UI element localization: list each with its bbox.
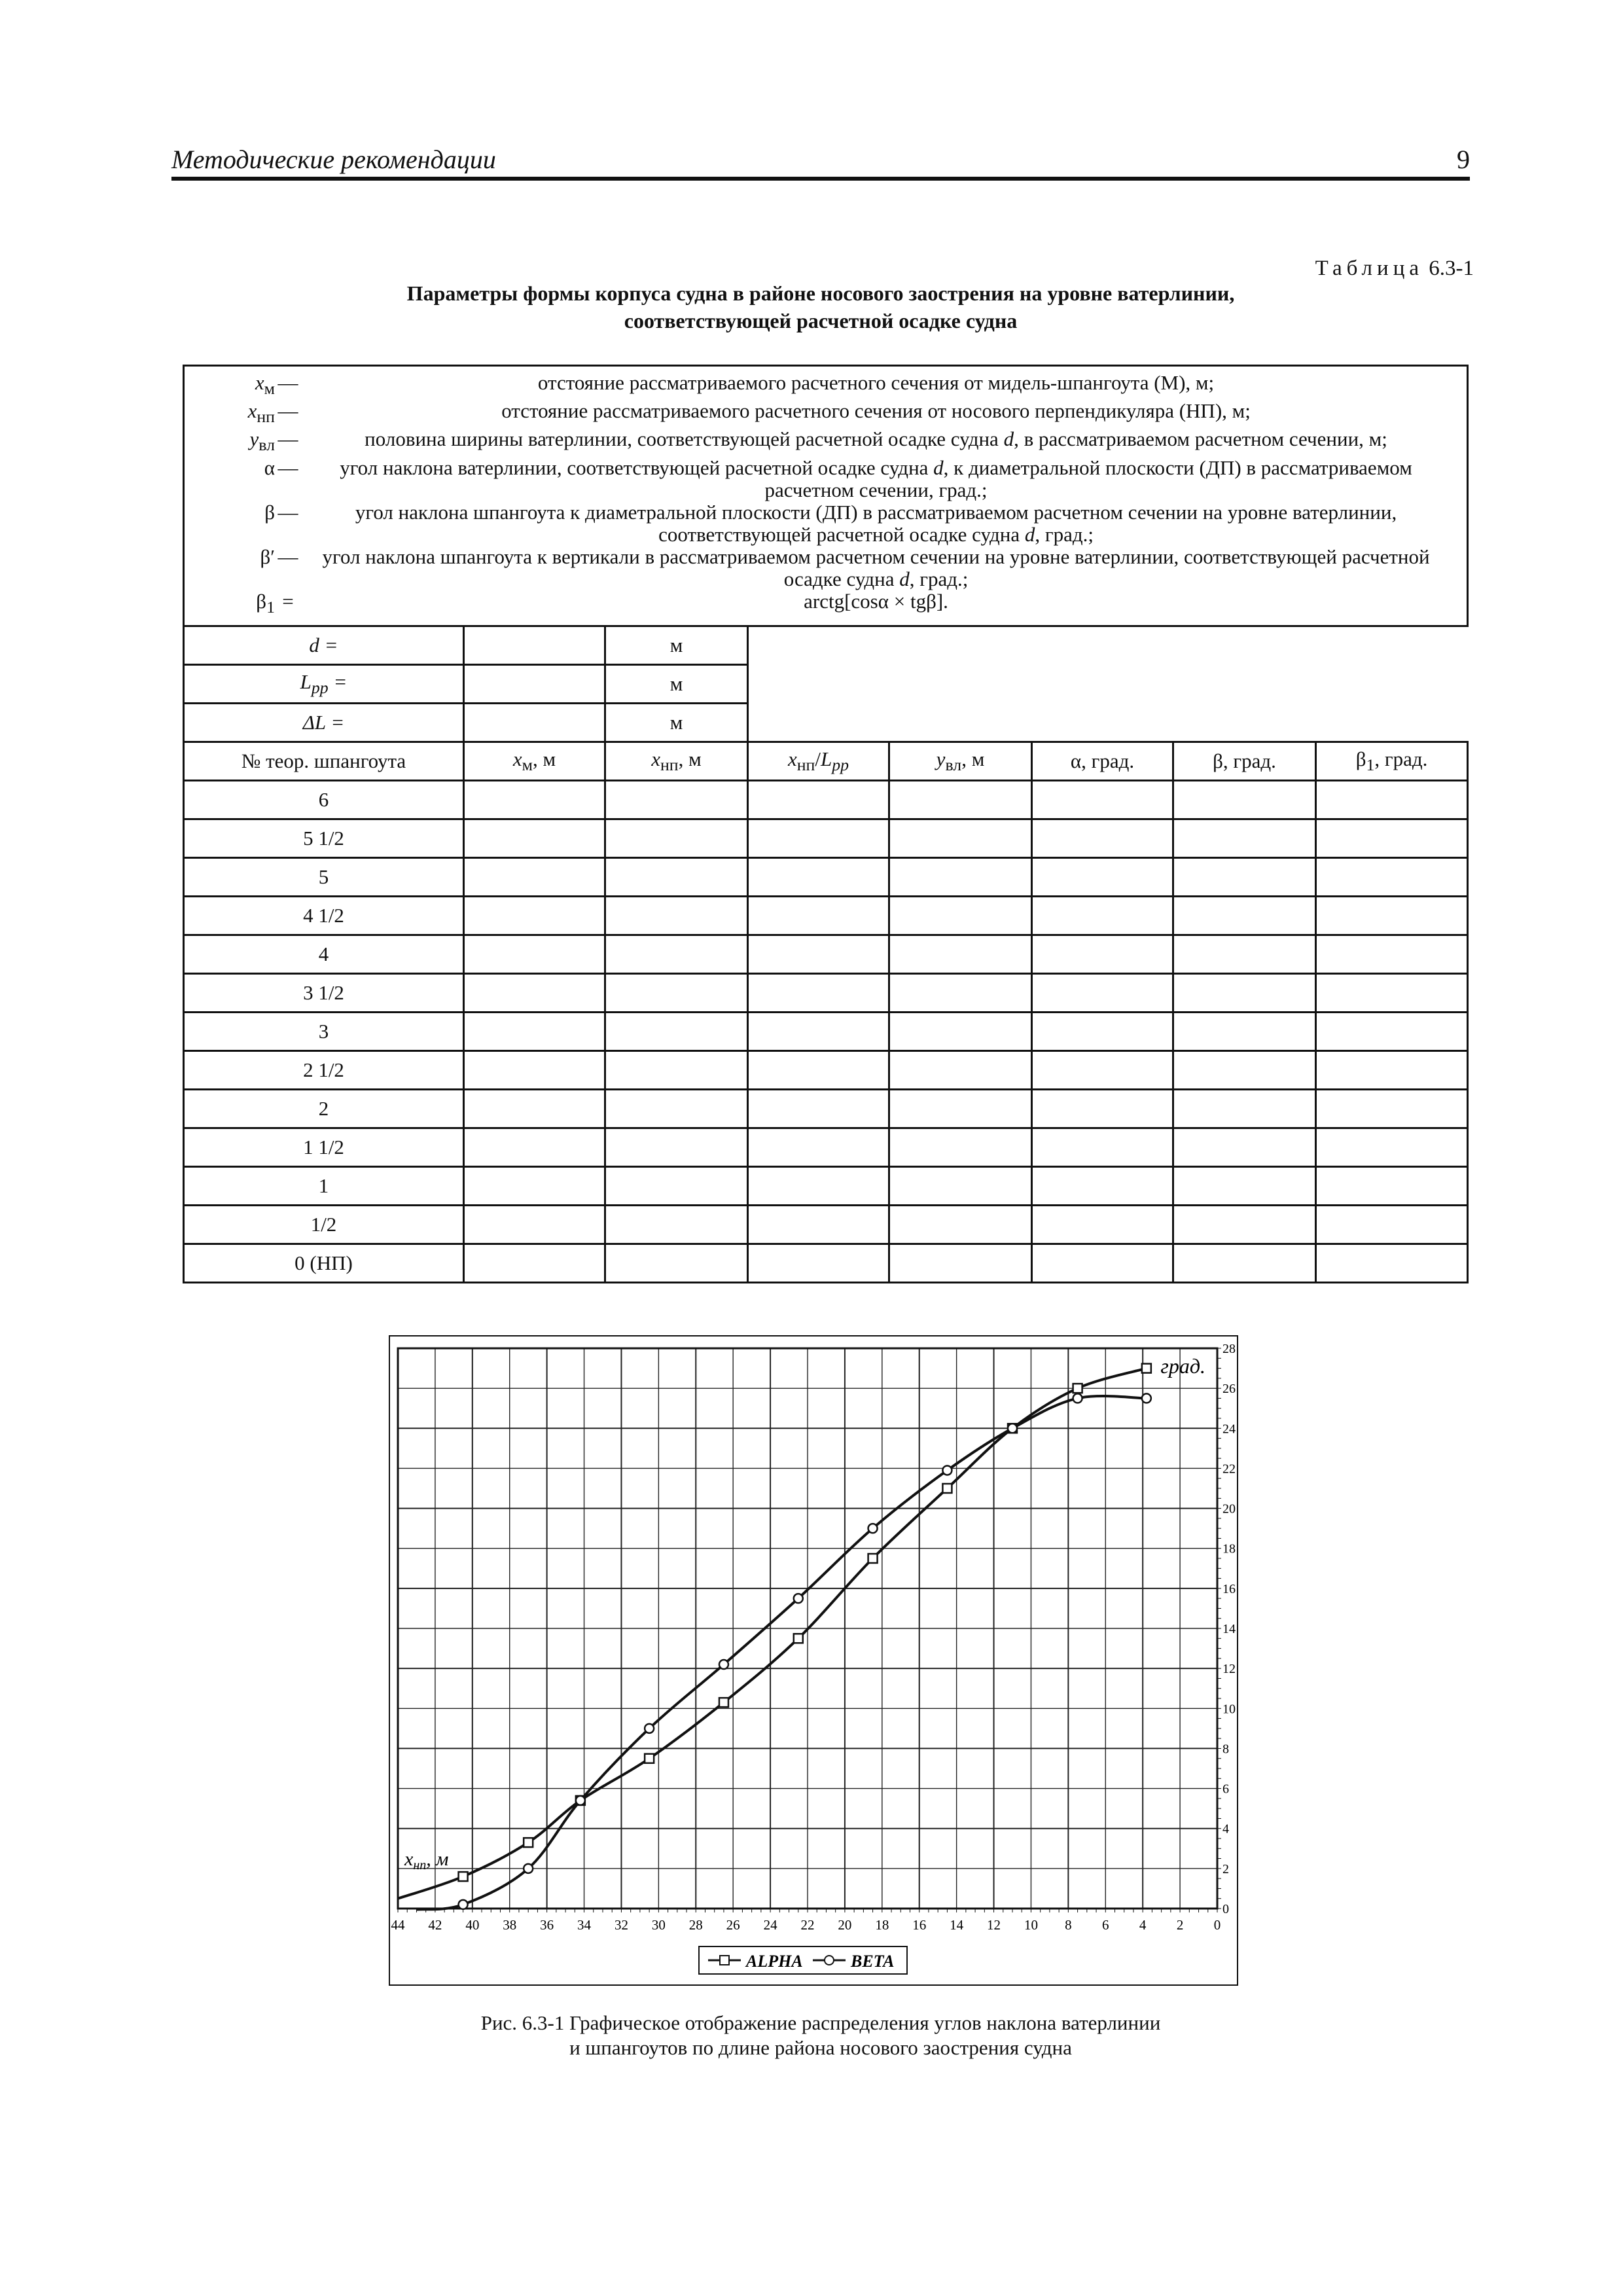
data-point-circle: [1073, 1393, 1082, 1403]
x-tick-label: 30: [651, 1917, 666, 1933]
empty-cell: [1032, 1089, 1173, 1128]
param-unit: м: [605, 703, 748, 742]
empty-cell: [1316, 973, 1468, 1012]
empty-cell: [605, 1012, 748, 1050]
table-row: [184, 1012, 1468, 1050]
angle-distribution-chart: [389, 1335, 1238, 1986]
x-tick-label: 22: [800, 1917, 815, 1933]
empty-cell: [605, 1205, 748, 1244]
legend-symbol: α: [264, 456, 275, 479]
empty-cell: [605, 896, 748, 935]
data-point-square: [794, 1634, 803, 1643]
legend-cell: [184, 366, 1468, 626]
empty-cell: [1173, 1244, 1316, 1282]
legend-dash: —: [277, 427, 298, 451]
legend-text: половина ширины ватерлинии, соответствующей расчетной осадке судна d, в рассматриваемом расчетном сечении, м;: [365, 427, 1387, 451]
empty-area: [748, 703, 1468, 742]
empty-cell: [605, 1050, 748, 1089]
param-name: $L_{pp}$ =: [184, 664, 464, 703]
empty-cell: [1173, 935, 1316, 973]
frame-number: 5: [184, 857, 464, 896]
legend-symbol: $y_{вл}$: [249, 427, 275, 455]
legend-entry: [185, 457, 1451, 501]
frame-number: 3 1/2: [184, 973, 464, 1012]
y-tick-label: 0: [1222, 1902, 1229, 1916]
x-tick-label: 8: [1065, 1917, 1072, 1933]
x-tick-label: 38: [503, 1917, 517, 1933]
legend-text: отстояние рассматриваемого расчетного сечения от мидель-шпангоута (М), м;: [537, 371, 1215, 394]
empty-cell: [889, 1244, 1032, 1282]
empty-cell: [1032, 857, 1173, 896]
empty-cell: [1032, 1205, 1173, 1244]
legend-text: угол наклона шпангоута к вертикали в рассматриваемом расчетном сечении на уровне ватерлинии, соответствующей расчетной осадке судна d, град.;: [322, 545, 1430, 590]
data-point-circle: [524, 1864, 533, 1873]
empty-cell: [1032, 935, 1173, 973]
empty-cell: [1316, 1244, 1468, 1282]
empty-cell: [889, 1128, 1032, 1166]
x-tick-label: 42: [428, 1917, 442, 1933]
empty-cell: [605, 1244, 748, 1282]
empty-cell: [748, 780, 889, 819]
empty-cell: [748, 1166, 889, 1205]
y-tick-label: 2: [1222, 1861, 1229, 1876]
table-row: [184, 935, 1468, 973]
empty-cell: [1316, 819, 1468, 857]
empty-cell: [605, 780, 748, 819]
table-row: [184, 1205, 1468, 1244]
empty-cell: [464, 896, 605, 935]
empty-cell: [1032, 1012, 1173, 1050]
parameters-table: [183, 365, 1469, 1283]
legend-dash: —: [277, 500, 298, 524]
page-number: 9: [1457, 145, 1470, 174]
legend-symbol: $x_{нп}$: [247, 399, 275, 427]
legend-entry: [185, 501, 1451, 546]
legend-label: BETA: [851, 1952, 895, 1971]
data-point-square: [459, 1872, 468, 1881]
legend-dash: —: [277, 545, 298, 568]
y-tick-label: 26: [1222, 1382, 1236, 1397]
empty-cell: [889, 935, 1032, 973]
frame-number: 4 1/2: [184, 896, 464, 935]
legend-symbol: $x_м$: [255, 371, 275, 399]
empty-cell: [889, 1166, 1032, 1205]
empty-cell: [1316, 1050, 1468, 1089]
empty-cell: [1032, 780, 1173, 819]
x-tick-label: 16: [912, 1917, 927, 1933]
column-header: α, град.: [1032, 742, 1173, 780]
empty-cell: [748, 1128, 889, 1166]
table-row: [184, 1089, 1468, 1128]
empty-cell: [1032, 1244, 1173, 1282]
data-point-circle: [868, 1524, 878, 1533]
table-label-number: 6.3-1: [1429, 257, 1474, 280]
y-tick-label: 28: [1222, 1342, 1236, 1356]
x-tick-label: 14: [950, 1917, 964, 1933]
empty-cell: [1032, 1128, 1173, 1166]
x-tick-label: 36: [540, 1917, 554, 1933]
empty-cell: [889, 1205, 1032, 1244]
empty-cell: [889, 819, 1032, 857]
empty-cell: [464, 973, 605, 1012]
legend-dash: =: [282, 589, 294, 613]
empty-cell: [1173, 896, 1316, 935]
empty-cell: [748, 1244, 889, 1282]
empty-cell: [748, 1012, 889, 1050]
empty-cell: [1316, 1012, 1468, 1050]
y-tick-label: 4: [1222, 1821, 1229, 1837]
empty-cell: [464, 1205, 605, 1244]
empty-cell: [1316, 1205, 1468, 1244]
empty-cell: [605, 935, 748, 973]
frame-number: 4: [184, 935, 464, 973]
frame-number: 2: [184, 1089, 464, 1128]
empty-cell: [748, 896, 889, 935]
header-rule: [171, 177, 1470, 181]
legend-symbol: $\beta_1$: [256, 589, 275, 617]
data-point-circle: [794, 1594, 803, 1603]
legend-text: угол наклона ватерлинии, соответствующей расчетной осадке судна d, к диаметральной плоскости (ДП) в рассматриваемом расчетном сечении, град.;: [340, 456, 1412, 501]
empty-cell: [464, 819, 605, 857]
running-header-title: Методические рекомендации: [171, 145, 496, 174]
empty-cell: [1173, 780, 1316, 819]
empty-cell: [605, 973, 748, 1012]
legend-text: отстояние рассматриваемого расчетного сечения от носового перпендикуляра (НП), м;: [501, 399, 1251, 423]
empty-cell: [1316, 896, 1468, 935]
empty-cell: [464, 1012, 605, 1050]
column-header: № теор. шпангоута: [184, 742, 464, 780]
legend-dash: —: [277, 371, 298, 394]
x-tick-label: 26: [726, 1917, 740, 1933]
table-title-line-2: соответствующей расчетной осадке судна: [624, 309, 1018, 332]
data-point-square: [868, 1554, 878, 1563]
empty-area: [748, 664, 1468, 703]
data-point-circle: [1008, 1424, 1017, 1433]
table-row: [184, 780, 1468, 819]
table-row: [184, 1050, 1468, 1089]
empty-cell: [748, 819, 889, 857]
x-tick-label: 32: [614, 1917, 628, 1933]
param-value-cell: [464, 626, 605, 664]
empty-cell: [748, 1050, 889, 1089]
empty-cell: [889, 973, 1032, 1012]
x-tick-label: 40: [465, 1917, 480, 1933]
data-point-circle: [1142, 1393, 1151, 1403]
empty-cell: [1032, 896, 1173, 935]
param-value-cell: [464, 664, 605, 703]
legend-entry: [185, 590, 1451, 619]
x-tick-label: 18: [875, 1917, 889, 1933]
empty-cell: [1173, 1050, 1316, 1089]
legend-marker-square: [720, 1956, 729, 1965]
empty-cell: [1316, 935, 1468, 973]
empty-cell: [605, 1089, 748, 1128]
empty-cell: [605, 1128, 748, 1166]
legend-entry: [185, 372, 1451, 400]
column-header: $x_м$, м: [464, 742, 605, 780]
y-tick-label: 22: [1222, 1462, 1236, 1477]
table-label: [1315, 257, 1474, 281]
table-title-line-1: Параметры формы корпуса судна в районе носового заострения на уровне ватерлинии,: [406, 281, 1235, 305]
empty-cell: [1316, 1089, 1468, 1128]
empty-cell: [464, 857, 605, 896]
empty-cell: [748, 935, 889, 973]
legend-entry: [185, 428, 1451, 456]
x-tick-label: 44: [391, 1917, 405, 1933]
empty-cell: [748, 1205, 889, 1244]
empty-cell: [1316, 780, 1468, 819]
x-tick-label: 24: [763, 1917, 777, 1933]
param-name: d =: [184, 626, 464, 664]
empty-area: [748, 626, 1468, 664]
empty-cell: [1032, 1050, 1173, 1089]
param-unit: м: [605, 664, 748, 703]
legend-dash: —: [277, 456, 298, 479]
x-tick-label: 20: [838, 1917, 852, 1933]
empty-cell: [889, 1012, 1032, 1050]
empty-cell: [464, 1089, 605, 1128]
data-point-square: [524, 1838, 533, 1847]
data-point-circle: [942, 1465, 952, 1475]
empty-cell: [889, 1089, 1032, 1128]
column-header: $\beta_1$, град.: [1316, 742, 1468, 780]
table-row: [184, 1128, 1468, 1166]
empty-cell: [889, 1050, 1032, 1089]
frame-number: 3: [184, 1012, 464, 1050]
data-point-circle: [576, 1796, 585, 1805]
y-tick-label: 18: [1222, 1541, 1236, 1556]
frame-number: 6: [184, 780, 464, 819]
x-tick-label: 34: [577, 1917, 592, 1933]
y-tick-label: 24: [1222, 1422, 1236, 1437]
legend-dash: —: [277, 399, 298, 423]
legend-entry: [185, 546, 1451, 590]
empty-cell: [464, 780, 605, 819]
data-point-circle: [719, 1660, 728, 1669]
empty-cell: [605, 1166, 748, 1205]
empty-cell: [1173, 1012, 1316, 1050]
param-name: ΔL =: [184, 703, 464, 742]
data-point-square: [719, 1698, 728, 1707]
x-axis-label: $x_{нп}$, м: [404, 1848, 449, 1873]
empty-cell: [1173, 973, 1316, 1012]
empty-cell: [889, 896, 1032, 935]
chart-svg: [390, 1336, 1237, 1984]
legend-symbol: β: [264, 500, 275, 524]
x-tick-label: 12: [987, 1917, 1001, 1933]
frame-number: 1: [184, 1166, 464, 1205]
empty-cell: [1173, 857, 1316, 896]
legend-label: ALPHA: [746, 1952, 803, 1971]
frame-number: 1 1/2: [184, 1128, 464, 1166]
data-point-square: [1142, 1364, 1151, 1373]
legend-text: arctg[cosα × tgβ].: [804, 589, 948, 613]
empty-cell: [464, 1244, 605, 1282]
data-point-circle: [645, 1724, 654, 1733]
empty-cell: [748, 973, 889, 1012]
figure-caption-line-2: и шпангоутов по длине района носового заострения судна: [569, 2036, 1072, 2059]
table-row: [184, 896, 1468, 935]
frame-number: 2 1/2: [184, 1050, 464, 1089]
empty-cell: [605, 857, 748, 896]
empty-cell: [748, 1089, 889, 1128]
figure-caption-line-1: Рис. 6.3-1 Графическое отображение распределения углов наклона ватерлинии: [480, 2011, 1161, 2034]
table-row: [184, 973, 1468, 1012]
column-header: β, град.: [1173, 742, 1316, 780]
empty-cell: [1032, 819, 1173, 857]
column-header: $x_{нп}/L_{pp}$: [748, 742, 889, 780]
table-row: [184, 857, 1468, 896]
series-line-alpha: [398, 1369, 1147, 1899]
param-unit: м: [605, 626, 748, 664]
table-row: [184, 1244, 1468, 1282]
y-tick-label: 20: [1222, 1501, 1236, 1516]
empty-cell: [1032, 1166, 1173, 1205]
legend-symbol: β′: [260, 545, 275, 568]
column-header: $x_{нп}$, м: [605, 742, 748, 780]
y-tick-label: 12: [1222, 1662, 1236, 1677]
empty-cell: [1173, 819, 1316, 857]
column-header: $y_{вл}$, м: [889, 742, 1032, 780]
empty-cell: [1316, 1128, 1468, 1166]
empty-cell: [1316, 1166, 1468, 1205]
running-header: [171, 139, 1470, 179]
x-tick-label: 6: [1102, 1917, 1109, 1933]
data-point-circle: [459, 1900, 468, 1909]
legend-text: угол наклона шпангоута к диаметральной плоскости (ДП) в рассматриваемом расчетном сечении на уровне ватерлинии, соответствующей расчетной осадке судна d, град.;: [355, 500, 1397, 546]
table-row: [184, 1166, 1468, 1205]
y-tick-label: 6: [1222, 1782, 1229, 1797]
x-tick-label: 2: [1176, 1917, 1184, 1933]
empty-cell: [464, 935, 605, 973]
data-point-square: [645, 1754, 654, 1763]
frame-number: 0 (НП): [184, 1244, 464, 1282]
empty-cell: [464, 1166, 605, 1205]
param-value-cell: [464, 703, 605, 742]
frame-number: 5 1/2: [184, 819, 464, 857]
empty-cell: [1173, 1089, 1316, 1128]
x-tick-label: 10: [1024, 1917, 1038, 1933]
empty-cell: [464, 1128, 605, 1166]
empty-cell: [748, 857, 889, 896]
y-tick-label: 14: [1222, 1622, 1236, 1636]
y-tick-label: 8: [1222, 1742, 1229, 1757]
empty-cell: [889, 780, 1032, 819]
empty-cell: [605, 819, 748, 857]
frame-number: 1/2: [184, 1205, 464, 1244]
empty-cell: [1173, 1205, 1316, 1244]
empty-cell: [1316, 857, 1468, 896]
legend-entry: [185, 400, 1451, 428]
empty-cell: [889, 857, 1032, 896]
data-point-square: [942, 1484, 952, 1493]
empty-cell: [464, 1050, 605, 1089]
data-point-square: [1073, 1384, 1082, 1393]
y-tick-label: 16: [1222, 1581, 1236, 1596]
x-tick-label: 28: [688, 1917, 703, 1933]
table-label-word: Таблица: [1315, 257, 1423, 280]
table-row: [184, 819, 1468, 857]
y-axis-label: град.: [1160, 1354, 1205, 1378]
x-tick-label: 4: [1139, 1917, 1147, 1933]
empty-cell: [1173, 1128, 1316, 1166]
y-tick-label: 10: [1222, 1702, 1236, 1717]
empty-cell: [1173, 1166, 1316, 1205]
x-tick-label: 0: [1213, 1917, 1221, 1933]
empty-cell: [1032, 973, 1173, 1012]
legend-marker-circle: [825, 1956, 834, 1965]
